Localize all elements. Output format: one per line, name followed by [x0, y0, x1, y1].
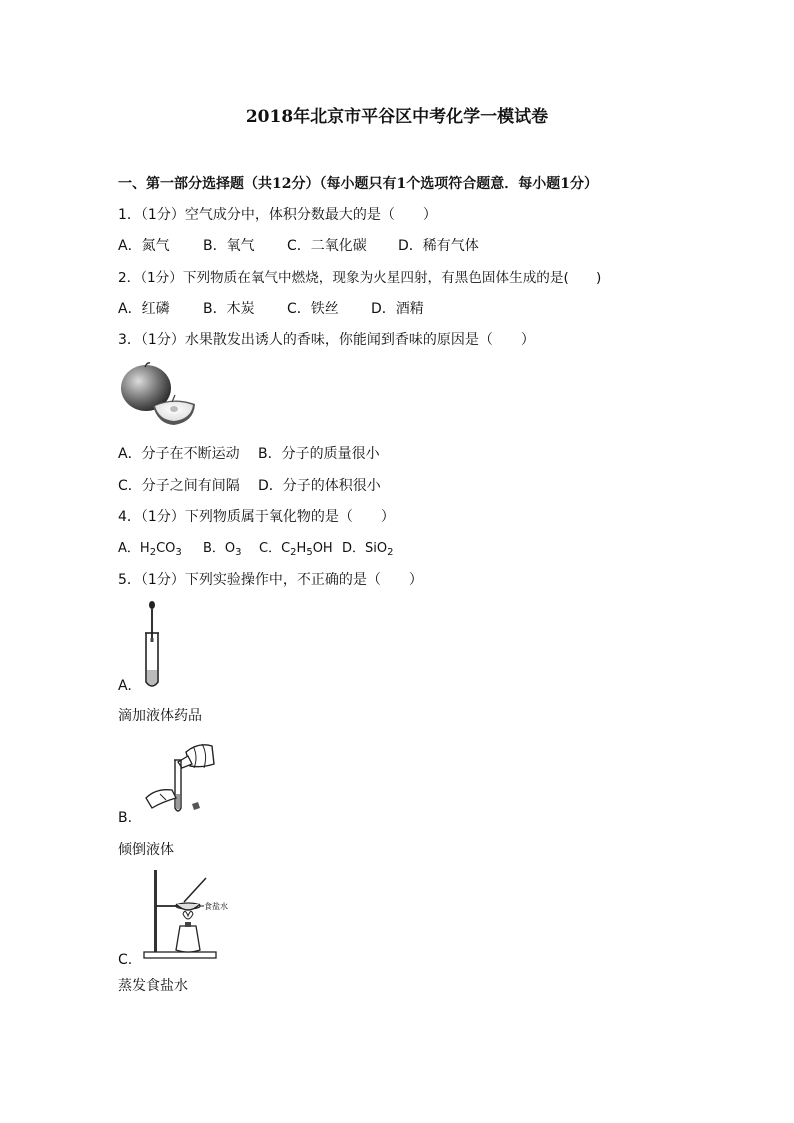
q5-option-c-caption: 蒸发食盐水 [118, 978, 188, 994]
q5-option-a-caption: 滴加液体药品 [118, 708, 202, 724]
q2-option-c[interactable]: C．铁丝 [287, 301, 339, 317]
pouring-liquid-figure [142, 738, 218, 818]
evaporation-apparatus-figure [140, 868, 232, 964]
q4-option-b[interactable]: B．$O_3$ [203, 541, 242, 558]
q2-option-d[interactable]: D．酒精 [371, 301, 424, 317]
question-4-stem: 4．（1分）下列物质属于氧化物的是（ ） [118, 509, 395, 525]
q3-option-a[interactable]: A．分子在不断运动 [118, 446, 240, 462]
q3-option-d[interactable]: D．分子的体积很小 [258, 478, 381, 494]
question-5-stem: 5．（1分）下列实验操作中，不正确的是（ ） [118, 572, 423, 588]
salt-water-label: 食盐水 [204, 902, 228, 911]
section-heading: 一、第一部分选择题（共12分）（每小题只有1个选项符合题意．每小题1分） [118, 176, 598, 192]
q5-option-c-letter[interactable]: C. [118, 952, 133, 968]
question-1-stem: 1．（1分）空气成分中，体积分数最大的是（ ） [118, 207, 437, 223]
q2-option-a[interactable]: A．红磷 [118, 301, 170, 317]
q3-option-c[interactable]: C．分子之间有间隔 [118, 478, 240, 494]
q2-option-b[interactable]: B．木炭 [203, 301, 255, 317]
q4-option-c[interactable]: C．$C_2H_5OH$ [259, 541, 333, 558]
q4-option-a[interactable]: A．$H_2CO_3$ [118, 541, 182, 558]
dropper-test-tube-figure [140, 600, 164, 690]
q5-option-a-letter[interactable]: A. [118, 678, 132, 694]
q1-option-b[interactable]: B．氧气 [203, 238, 255, 254]
apple-image [118, 362, 198, 428]
q1-option-d[interactable]: D．稀有气体 [398, 238, 479, 254]
question-2-stem: 2．（1分）下列物质在氧气中燃烧，现象为火星四射，有黑色固体生成的是( ) [118, 270, 602, 286]
q4-option-d[interactable]: D．SiO$_2$ [342, 541, 394, 558]
question-3-stem: 3．（1分）水果散发出诱人的香味，你能闻到香味的原因是（ ） [118, 332, 535, 348]
page-title: 2018年北京市平谷区中考化学一模试卷 [245, 107, 549, 127]
q1-option-a[interactable]: A．氮气 [118, 238, 170, 254]
q3-option-b[interactable]: B．分子的质量很小 [258, 446, 380, 462]
q5-option-b-caption: 倾倒液体 [118, 842, 174, 858]
q1-option-c[interactable]: C．二氧化碳 [287, 238, 367, 254]
q5-option-b-letter[interactable]: B. [118, 810, 133, 826]
